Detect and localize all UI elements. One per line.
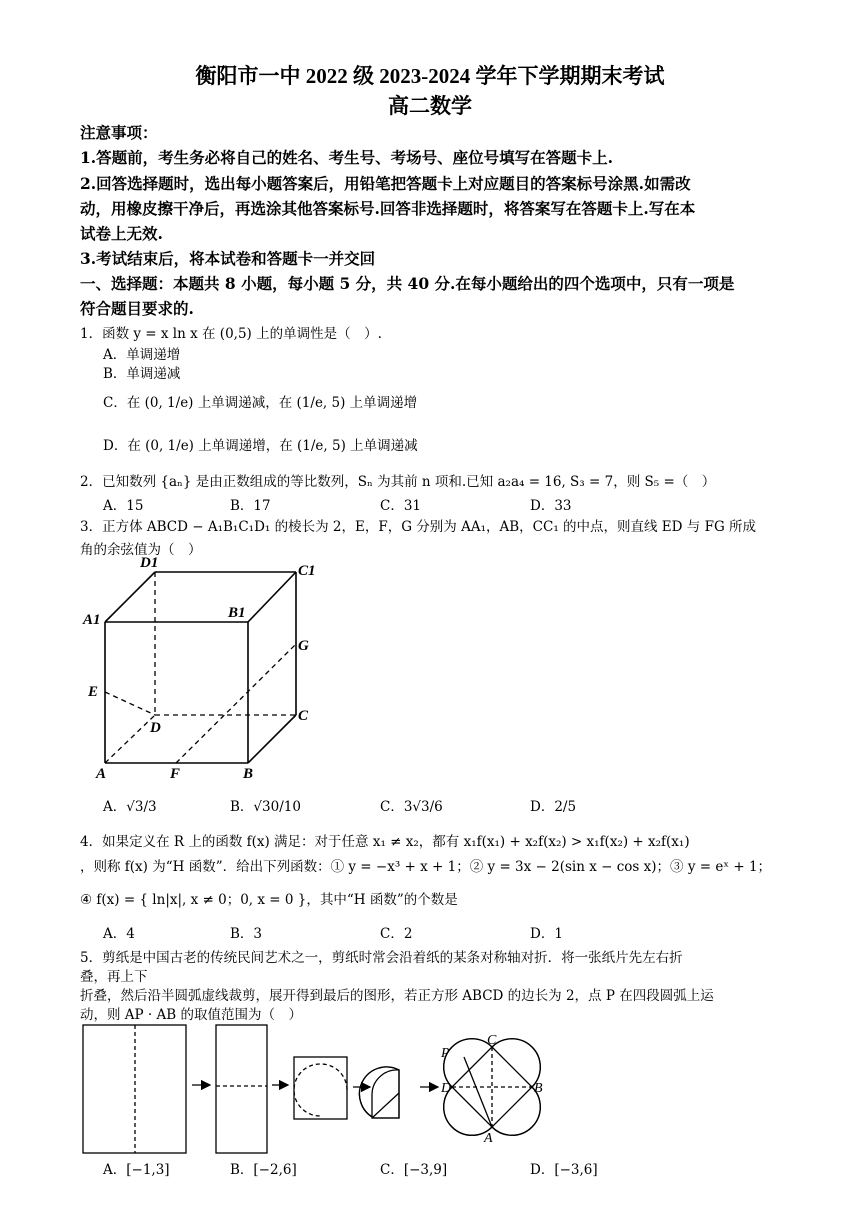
q5-option-d: D．[−3,6] <box>530 1162 598 1178</box>
label-b: B <box>243 766 254 782</box>
label-b-paper: B <box>534 1081 543 1096</box>
q2-option-d: D．33 <box>530 498 572 514</box>
exam-subtitle: 高二数学 <box>388 94 472 118</box>
q3-option-c: C．3√3/6 <box>380 799 443 815</box>
q4-option-c: C．2 <box>380 926 413 942</box>
note-1: 1.答题前，考生务必将自己的姓名、考生号、考场号、座位号填写在答题卡上. <box>80 148 614 167</box>
label-c: C <box>298 708 309 724</box>
q1-option-d: D．在 (0, 1/e) 上单调递增，在 (1/e, 5) 上单调递减 <box>103 438 418 454</box>
note-2-line2: 动，用橡皮擦干净后，再选涂其他答案标号.回答非选择题时，将答案写在答题卡上.写在本 <box>80 199 696 218</box>
q5-stem-line4: 动，则 AP · AB 的取值范围为（ ） <box>80 1007 302 1023</box>
section-heading-line1: 一、选择题：本题共 8 小题，每小题 5 分，共 40 分.在每小题给出的四个选项中，只有一项是 <box>80 274 735 293</box>
note-2-line3: 试卷上无效. <box>80 224 163 243</box>
exam-title: 衡阳市一中 2022 级 2023-2024 学年下学期期末考试 <box>195 64 665 88</box>
q5-option-b: B．[−2,6] <box>230 1162 297 1178</box>
notes-heading: 注意事项： <box>80 123 158 142</box>
q1-option-b: B．单调递减 <box>103 366 181 382</box>
q5-stem-line3: 折叠，然后沿半圆弧虚线裁剪，展开得到最后的图形，若正方形 ABCD 的边长为 2，点 P 在四段圆弧上运 <box>80 988 714 1004</box>
q3-stem-line1: 3．正方体 ABCD − A₁B₁C₁D₁ 的棱长为 2，E，F，G 分别为 AA₁，AB，CC₁ 的中点，则直线 ED 与 FG 所成 <box>80 519 757 535</box>
q4-stem-line2: ，则称 f(x) 为“H 函数”．给出下列函数：① y = −x³ + x + 1；② y = 3x − 2(sin x − cos x)；③ y = eˣ + 1； <box>80 859 772 875</box>
label-p: P <box>441 1046 450 1061</box>
label-d-paper: D <box>441 1081 452 1096</box>
q3-option-b: B．√30/10 <box>230 799 301 815</box>
q2-option-b: B．17 <box>230 498 271 514</box>
q4-stem-line3: ④ f(x) = { ln|x|, x ≠ 0；0, x = 0 }，其中“H 函数”的个数是 <box>80 892 458 908</box>
q3-option-a: A．√3/3 <box>103 799 157 815</box>
label-g: G <box>298 638 309 654</box>
label-c1: C1 <box>298 563 316 579</box>
q3-option-d: D．2/5 <box>530 799 577 815</box>
q5-stem-line2: 叠，再上下 <box>80 969 148 985</box>
cube-figure <box>80 552 330 784</box>
q1-stem: 1．函数 y = x ln x 在 (0,5) 上的单调性是（ ）. <box>80 326 382 342</box>
label-a1: A1 <box>83 612 101 628</box>
label-d1: D1 <box>140 555 159 571</box>
section-heading-line2: 符合题目要求的. <box>80 299 194 318</box>
q4-option-b: B．3 <box>230 926 263 942</box>
q5-stem-line1: 5．剪纸是中国古老的传统民间艺术之一，剪纸时常会沿着纸的某条对称轴对折．将一张纸片先左右折 <box>80 950 683 966</box>
q1-option-c: C．在 (0, 1/e) 上单调递减，在 (1/e, 5) 上单调递增 <box>103 395 418 411</box>
q2-stem: 2．已知数列 {aₙ} 是由正数组成的等比数列，Sₙ 为其前 n 项和.已知 a₂a₄ = 16, S₃ = 7，则 S₅ =（ ） <box>80 474 716 490</box>
label-d: D <box>150 720 161 736</box>
label-c-paper: C <box>487 1033 497 1048</box>
label-f: F <box>170 766 181 782</box>
q3-stem-line2: 角的余弦值为（ ） <box>80 542 202 558</box>
label-e: E <box>88 684 99 700</box>
label-a-paper: A <box>484 1131 493 1146</box>
label-b1: B1 <box>228 605 246 621</box>
q4-stem-line1: 4．如果定义在 R 上的函数 f(x) 满足：对于任意 x₁ ≠ x₂，都有 x₁f(x₁) + x₂f(x₂) > x₁f(x₂) + x₂f(x₁) <box>80 834 690 850</box>
note-2-line1: 2.回答选择题时，选出每小题答案后，用铅笔把答题卡上对应题目的答案标号涂黑.如需改 <box>80 174 691 193</box>
label-a: A <box>96 766 107 782</box>
q4-option-a: A．4 <box>103 926 135 942</box>
q2-option-c: C．31 <box>380 498 422 514</box>
q5-option-c: C．[−3,9] <box>380 1162 448 1178</box>
q2-option-a: A．15 <box>103 498 144 514</box>
note-3: 3.考试结束后，将本试卷和答题卡一并交回 <box>80 249 376 268</box>
q5-option-a: A．[−1,3] <box>103 1162 170 1178</box>
q1-option-a: A．单调递增 <box>103 347 181 363</box>
paper-cut-figure <box>80 1020 560 1160</box>
q4-option-d: D．1 <box>530 926 563 942</box>
